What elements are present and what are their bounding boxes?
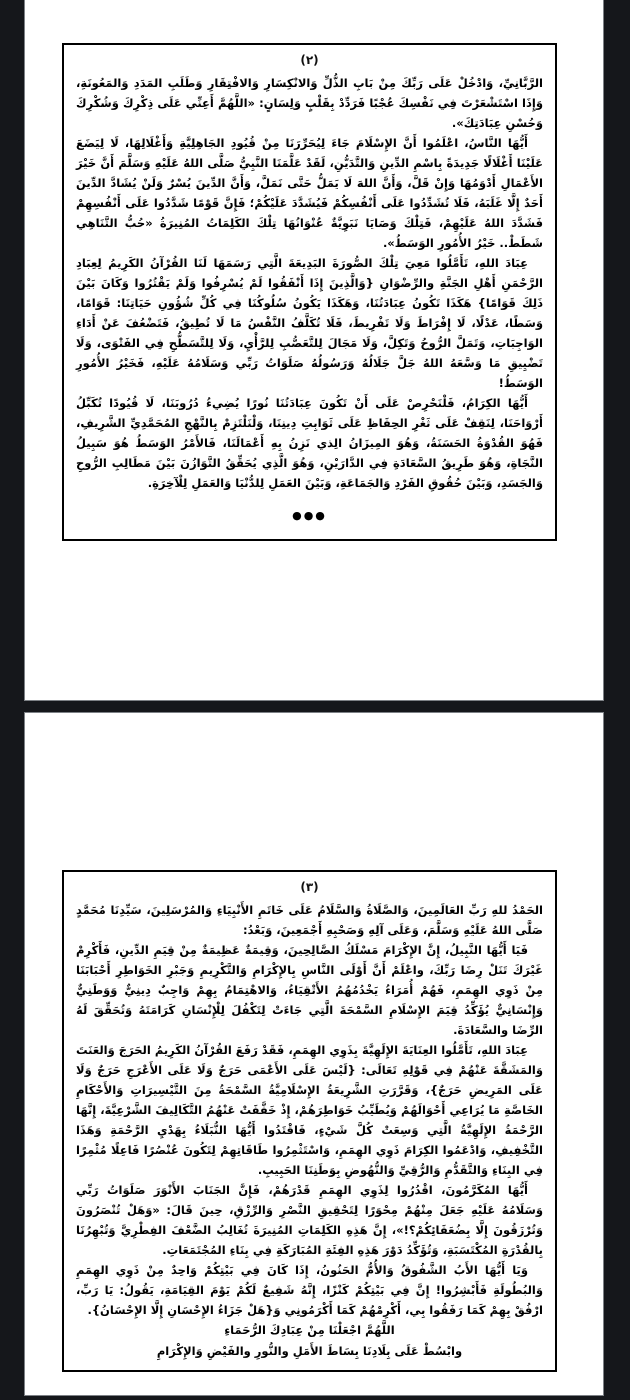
page-3-paragraph-2: فَيَا أَيُّهَا النَّبِيلُ، إِنَّ الإِكْرَامَ مَسْلَكُ الصَّالِحِينَ، وَقِيمَةٌ عَظِيمَةٌ مِنْ قِيَمِ الدِّينِ، فَأَكْرِمْ غَيْرَكَ تَنَلْ رِضَا رَبِّكَ، واعْلَمْ أَنَّ أَوْلَى النَّاسِ بِالإِكْرَامِ وَالتَّكْرِيمِ وَجَبْرِ الخَوَاطِرِ أَحْبَابَنَا مِنْ ذَوِي الهِمَمِ، فَهُمْ أُمَرَاءُ يَخْدُمُهُمُ الأَتْقِيَاءُ، وَالاهْتِمَامُ بِهِمْ وَاجِبٌ دِينِيٌّ وَوَطَنِيٌّ وَإِنْسَانِيٌّ يُؤَكِّدُ قِيَمَ الإِسْلَامِ السَّمْحَةَ الَّتِي جَاءَتْ لِتَكْفُلَ لِلْإِنْسَانِ كَرَامَتَهُ وَتُحَقِّقَ لَهُ الرِّضَا والسَّعَادَةَ. (76, 943, 543, 1037)
page-2-sheet (25, 0, 603, 700)
page-3-paragraph-1: الحَمْدُ للهِ رَبِّ العَالَمِينَ، وَالصَّلَاةُ وَالسَّلَامُ عَلَى خَاتَمِ الأَنْبِيَاءِ وَالمُرْسَلِينَ، سَيِّدِنَا مُحَمَّدٍ صَلَّى اللهُ عَلَيْهِ وَسَلَّمَ، وَعَلَى آلِهِ وَصَحْبِهِ أَجْمَعِينَ، وَبَعْدُ: (76, 903, 543, 937)
page-3-paragraph-5: وَيَا أَيُّهَا الأَبُ الشَّفُوقُ وَالأُمُّ الحَنُونُ، إِذَا كَانَ فِي بَيْتِكُمْ وَاحِدٌ مِنْ ذَوِي الهِمَمِ وَالبُطُولَةِ فَأَبْشِرُوا! إِنَّ فِي بَيْتِكُمْ كَنْزًا، إِنَّهُ شَفِيعٌ لَكُمْ يَوْمَ القِيَامَةِ، يَقُولُ: يَا رَبِّ، ارْفُقْ بِهِمْ كَمَا رَفَقُوا بِي، أَكْرِمْهُمْ كَمَا أَكْرَمُونِي وَ{هَلْ جَزَاءُ الإِحْسَانِ إِلَّا الإِحْسَانُ}. (76, 1263, 543, 1317)
page-3-text-frame (62, 870, 557, 1372)
page-3-paragraph-3: عِبَادَ اللهِ، تَأَمَّلُوا العِنَايَةَ الإِلَهِيَّةَ بِذَوِي الهِمَمِ، فَقَدْ رَفَعَ القُرْآنُ الكَرِيمُ الحَرَجَ وَالعَنَتَ وَالمَشَقَّةَ عَنْهُمْ فِي قَوْلِهِ تَعَالَى: {لَيْسَ عَلَى الأَعْمَى حَرَجٌ وَلَا عَلَى الأَعْرَجِ حَرَجٌ وَلَا عَلَى المَرِيضِ حَرَجٌ}، وَقَرَّرَتِ الشَّرِيعَةُ الإِسْلَامِيَّةُ السَّمْحَةُ مِنَ التَّيْسِيرَاتِ وَالأَحْكَامِ الخَاصَّةِ مَا يُرَاعِي أَحْوَالَهُمْ وَيُطَيِّبُ خَوَاطِرَهُمْ، إِذْ خَفَّفَتْ عَنْهُمُ التَّكَالِيفَ الشَّرْعِيَّةَ، إِنَّهَا الرَّحْمَةُ الإِلَهِيَّةُ الَّتِي وَسِعَتْ كُلَّ شَيْءٍ، فَاقْتَدُوا أَيُّهَا النُّبَلَاءُ بِهَدْيِ الرَّحْمَةِ وَهَذَا التَّخْفِيفِ، وَادْعَمُوا الكِرَامَ ذَوِي الهِمَمِ، وَاسْتَثْمِرُوا طَاقَاتِهِمْ لِتَكُونَ عُنْصُرًا فَاعِلًا مُثْمِرًا فِي البِنَاءِ وَالتَّقَدُّمِ وَالرُّقِيِّ وَالنُّهُوضِ بِوَطَنِنَا الحَبِيبِ. (76, 1043, 543, 1177)
page-2-paragraph-4: أَيُّهَا الكِرَامُ، فَلْنَحْرِصْ عَلَى أَنْ تَكُونَ عِبَادَتُنَا نُورًا يُضِيءُ دُرُوبَنَا، لَا قُيُودًا تُكَبِّلُ أَرْوَاحَنَا، لِنَقِفْ عَلَى ثَغْرِ الحِفَاظِ عَلَى ثَوَابِتِ دِينِنَا، وَلْنَلْتَزِمْ بِالنَّهْجِ المُحَمَّدِيِّ الشَّرِيفِ، فَهُوَ القُدْوَةُ الحَسَنَةُ، وَهُوَ المِيزَانُ الِذي نَزِنُ بِهِ أَعْمَالَنَا، فَالأَمْرُ الوَسَطُ هُوَ سَبِيلُ النَّجَاةِ، وَهُوَ طَرِيقُ السَّعَادَةِ فِي الدَّارَيْنِ، وَهُوَ الَّذِي يُحَقِّقُ التَّوَازُنَ بَيْنَ مَطَالِبِ الرُّوحِ وَالجَسَدِ، وَبَيْنَ حُقُوقِ الفَرْدِ وَالجَمَاعَةِ، وَبَيْنَ العَمَلِ لِلدُّنْيَا وَالعَمَلِ لِلْآخِرَةِ. (76, 396, 543, 490)
page-2-paragraph-1: الرَّبَّانِيِّ، وَادْخُلْ عَلَى رَبِّكَ مِنْ بَابِ الذُّلِّ وَالانْكِسَارِ وَالافْتِقَارِ وَطَلَبِ المَدَدِ وَالمَعُونَةِ، وَإِذَا اسْتَشْعَرْتَ فِي نَفْسِكَ عُجْبًا فَرَدِّدْ بِقَلْبٍ وَلِسَانٍ: «اللَّهُمَّ أَعِنِّي عَلَى ذِكْرِكَ وَشُكْرِكَ وَحُسْنِ عِبَادَتِكَ». (76, 76, 543, 130)
page-2-paragraph-2: أَيُّهَا النَّاسُ، اعْلَمُوا أَنَّ الإِسْلَامَ جَاءَ لِيُحَرِّرَنَا مِنْ قُيُودِ الجَاهِلِيَّةِ وَأَغْلَالِهَا، لَا لِيَضَعَ عَلَيْنَا أَغْلَالًا جَدِيدَةً بِاسْمِ الدِّينِ وَالتَّدَيُّنِ، لَقَدْ عَلَّمَنَا النَّبِيُّ صَلَّى اللهُ عَلَيْهِ وَسَلَّمَ أَنَّ خَيْرَ الأَعْمَالِ أَدْوَمُهَا وَإِنْ قَلَّ، وَأَنَّ اللهَ لَا يَمَلُّ حَتَّى نَمَلَّ، وَأَنَّ الدِّينَ يُسْرٌ وَلَنْ يُشَادَّ الدِّينَ أَحَدٌ إِلَّا غَلَبَهُ، فَلَا تُشَدِّدُوا عَلَى أَنْفُسِكُمْ فَيُشَدَّدَ عَلَيْكُمْ؛ فَإِنَّ قَوْمًا شَدَّدُوا عَلَى أَنْفُسِهِمْ فَشَدَّدَ اللهُ عَلَيْهِمْ، فَتِلْكَ وَصَايَا نَبَوِيَّةٌ عُنْوَانُهَا تِلْكَ الكَلِمَاتُ المُنِيرَةُ «حُبُّ التَّنَاهِي شَطَطْ.. خَيْرُ الأُمُورِ الوَسَطُ». (76, 136, 543, 250)
page-2-text-frame (62, 43, 557, 541)
page-2-number: (٢) (300, 53, 319, 67)
page-3-paragraph-4: أَيُّهَا المُكَرَّمُونَ، اقْدُرُوا لِذَوِي الهِمَمِ قَدْرَهُمْ، فَإِنَّ الجَنَابَ الأَنْوَرَ صَلَوَاتُ رَبِّي وَسَلَامُهُ عَلَيْهِ جَعَلَ مِنْهُمْ مِحْوَرًا لِتَحْقِيقِ النَّصْرِ وَالرِّزْقِ، حِينَ قَالَ: «وَهَلْ تُنْصَرُونَ وَتُرْزَقُونَ إِلَّا بِضُعَفَائِكُمْ؟!»، إِنَّ هَذِهِ الكَلِمَاتِ المُنِيرَةَ تُغَالِبُ الضَّعْفَ الفِطْرِيَّ وَتُبْهِرُنَا بِالقُدْرَةِ المُكْتَسَبَةِ، وَتُؤَكِّدُ دَوْرَ هَذِهِ الفِئَةِ المُبَارَكَةِ فِي بِنَاءِ المُجْتَمَعَاتِ. (76, 1183, 543, 1257)
page-2-paragraph-3: عِبَادَ اللهِ، تَأَمَّلُوا مَعِيَ تِلْكَ الصُّورَةَ البَدِيعَةَ الَّتِي رَسَمَهَا لَنَا القُرْآنُ الكَرِيمُ لِعِبَادِ الرَّحْمَنِ أَهْلِ الجَنَّةِ والرِّضْوَانِ {وَالَّذِينَ إِذَا أَنْفَقُوا لَمْ يُسْرِفُوا وَلَمْ يَقْتُرُوا وَكَانَ بَيْنَ ذَلِكَ قَوَامًا} هَكَذَا تَكُونُ عِبَادَتُنَا، وَهَكَذَا يَكُونُ سُلُوكُنَا فِي كُلِّ شُؤُونِ حَيَاتِنَا: قَوَامًا، وَسَطًا، عَدْلًا، لَا إِفْرَاطَ وَلَا تَفْرِيطَ، فَلَا تُكَلَّفُ النَّفْسُ مَا لَا تُطِيقُ، فَتَضْعُفَ عَنْ أَدَاءِ الوَاجِبَاتِ، وَتَمَلَّ الرُّوحُ وَتَكِلَّ، وَلَا مَجَالَ لِلتَّعَصُّبِ لِلرَّأْيِ، وَلَا لِلتَّسَطُّحِ فِي الفَتْوَى، وَلَا تَضْيِيقِ مَا وَسَّعَهُ اللهُ جَلَّ جَلَالُهُ وَرَسُولُهُ صَلَوَاتُ رَبِّي وَسَلَامُهُ عَلَيْهِ، فَخَيْرُ الأُمُورِ الوَسَطُ! (76, 256, 543, 390)
closing-dua-line-1: اللَّهُمَّ اجْعَلْنَا مِنْ عِبَادِكَ الرُّحَمَاءِ (224, 1323, 395, 1337)
page-3-sheet (25, 713, 603, 1395)
section-end-dots: ●●● (292, 509, 327, 522)
page-3-number: (٣) (300, 880, 319, 894)
closing-dua-line-2: وابْسُطْ عَلَى بِلَادِنَا بِسَاطَ الأَمَلِ والنُّورِ والفَيْضِ وَالإِكْرَامِ (156, 1344, 463, 1358)
